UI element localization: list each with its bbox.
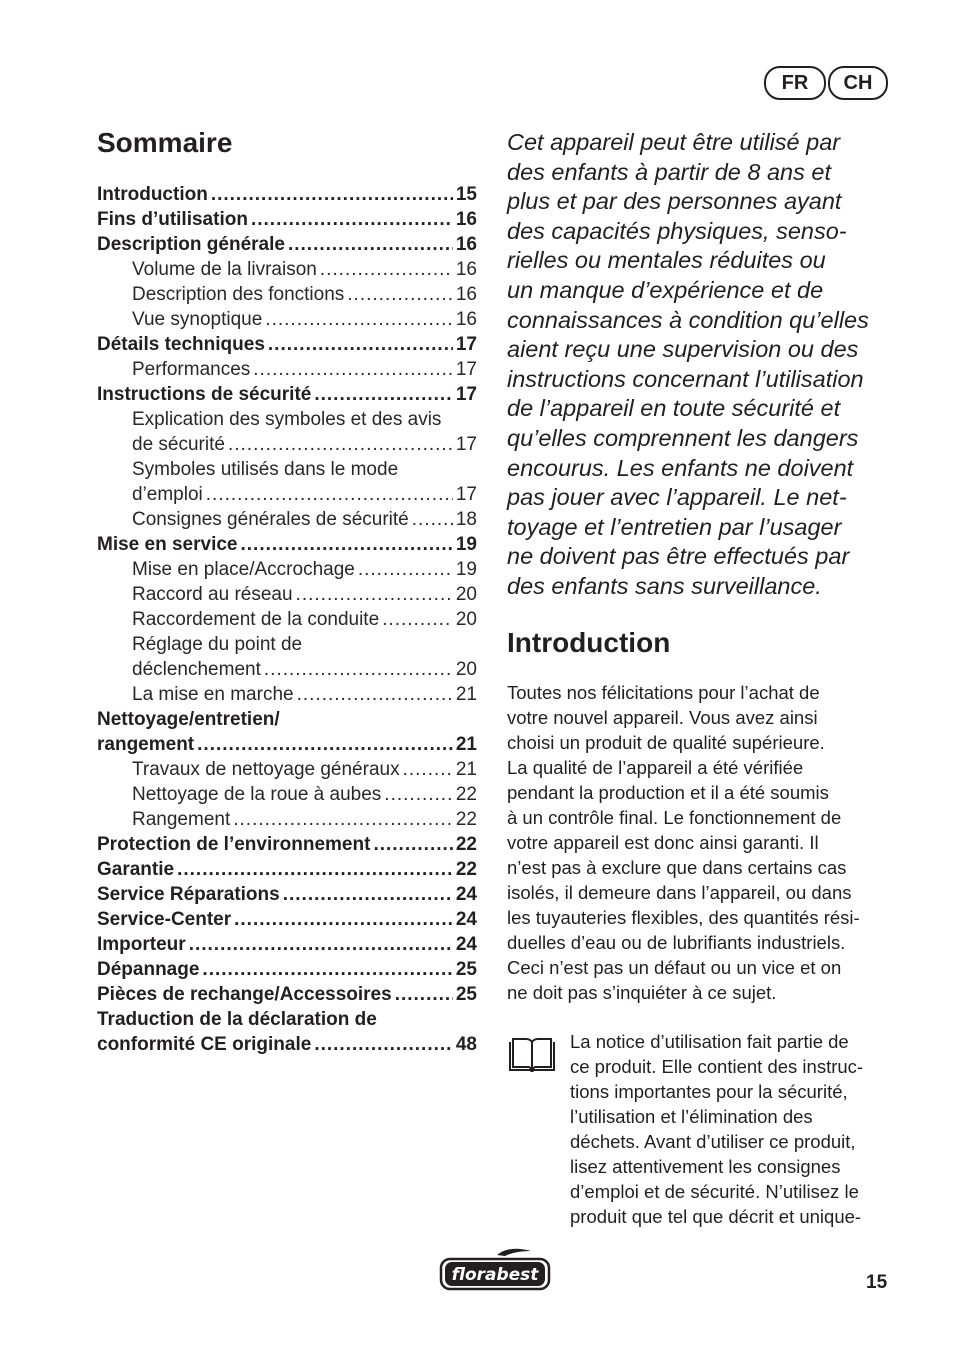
toc-entry-page: 20 — [455, 609, 477, 630]
toc-entry-label: Mise en service — [97, 534, 238, 555]
toc-entry — [97, 182, 477, 207]
toc-title: Sommaire — [97, 127, 233, 158]
toc-entry-page: 22 — [455, 834, 477, 855]
toc-entry — [97, 732, 477, 757]
toc-entry-label: Raccord au réseau — [132, 584, 293, 605]
toc-entry — [97, 907, 477, 932]
toc-entry — [97, 432, 477, 457]
toc-leader-dots — [403, 757, 453, 782]
warning-line: encourus. Les enfants ne doivent — [507, 454, 854, 481]
toc-entry-page: 19 — [455, 559, 477, 580]
intro-line: votre nouvel appareil. Vous avez ainsi — [507, 706, 818, 728]
warning-line: rielles ou mentales réduites ou — [507, 247, 826, 274]
toc-entry-line: Nettoyage/entretien/ — [97, 709, 280, 730]
toc-entry — [97, 757, 477, 782]
toc-entry-label: Vue synoptique — [132, 309, 263, 330]
toc-leader-dots — [189, 932, 453, 957]
warning-line: des enfants à partir de 8 ans et — [507, 158, 831, 185]
toc-entry — [97, 482, 477, 507]
toc-entry-label: rangement — [97, 734, 195, 755]
toc-leader-dots — [314, 382, 453, 407]
table-of-contents — [97, 126, 477, 1057]
toc-list — [97, 182, 477, 1057]
intro-line: n’est pas à exclure que dans certains cas — [507, 856, 847, 878]
toc-entry-label: La mise en marche — [132, 684, 294, 705]
toc-leader-dots — [283, 882, 453, 907]
toc-leader-dots — [265, 307, 453, 332]
toc-entry-page: 25 — [455, 959, 477, 980]
toc-leader-dots — [233, 807, 453, 832]
intro-title: Introduction — [507, 626, 671, 658]
toc-entry-label: Raccordement de la conduite — [132, 609, 380, 630]
toc-entry-label: Description des fonctions — [132, 284, 345, 305]
toc-entry-page: 21 — [455, 734, 477, 755]
toc-entry-label: déclenchement — [132, 659, 261, 680]
intro-line: La qualité de l’appareil a été vérifiée — [507, 756, 804, 778]
toc-leader-dots — [358, 557, 453, 582]
toc-entry-page: 22 — [455, 859, 477, 880]
toc-entry-label: Service-Center — [97, 909, 232, 930]
toc-entry-label: d’emploi — [132, 484, 203, 505]
toc-entry-page: 24 — [455, 884, 477, 905]
toc-entry-page: 20 — [455, 659, 477, 680]
toc-entry-label: Rangement — [132, 809, 231, 830]
toc-entry — [97, 782, 477, 807]
toc-entry-label: Dépannage — [97, 959, 200, 980]
florabest-logo — [439, 1247, 551, 1291]
toc-entry — [97, 932, 477, 957]
toc-leader-dots — [264, 657, 453, 682]
toc-entry — [97, 807, 477, 832]
toc-entry-label: Introduction — [97, 184, 208, 205]
toc-entry — [97, 232, 477, 257]
toc-entry — [97, 282, 477, 307]
toc-entry-page: 15 — [455, 184, 477, 205]
toc-leader-dots — [373, 832, 452, 857]
toc-entry-page: 22 — [455, 809, 477, 830]
toc-entry-page: 16 — [455, 309, 477, 330]
toc-entry-label: Instructions de sécurité — [97, 384, 312, 405]
toc-leader-dots — [347, 282, 453, 307]
toc-leader-dots — [253, 357, 453, 382]
toc-entry-label: Importeur — [97, 934, 186, 955]
toc-entry-line: Symboles utilisés dans le mode — [132, 459, 399, 480]
toc-leader-dots — [228, 432, 453, 457]
warning-line: Cet appareil peut être utilisé par — [507, 129, 841, 155]
toc-leader-dots — [206, 482, 453, 507]
toc-entry — [97, 882, 477, 907]
toc-entry — [97, 957, 477, 982]
right-column — [507, 128, 892, 1229]
toc-leader-dots — [202, 957, 452, 982]
toc-entry-page: 16 — [455, 259, 477, 280]
toc-entry-page: 19 — [455, 534, 477, 555]
safety-warning — [507, 128, 892, 602]
toc-entry — [97, 382, 477, 407]
toc-entry-label: Description générale — [97, 234, 285, 255]
toc-leader-dots — [268, 332, 453, 357]
toc-leader-dots — [240, 532, 452, 557]
toc-entry-label: Performances — [132, 359, 251, 380]
toc-entry — [97, 557, 477, 582]
toc-leader-dots — [296, 582, 453, 607]
lang-badge-ch: CH — [828, 66, 888, 100]
toc-entry-page: 17 — [455, 434, 477, 455]
intro-line: à un contrôle final. Le fonctionnement de — [507, 806, 842, 828]
toc-leader-dots — [384, 782, 453, 807]
toc-entry-page: 16 — [455, 284, 477, 305]
toc-entry-label: Nettoyage de la roue à aubes — [132, 784, 382, 805]
intro-line: ne doit pas s’inquiéter à ce sujet. — [507, 981, 777, 1003]
toc-entry — [97, 657, 477, 682]
toc-entry-line: Réglage du point de — [132, 634, 303, 655]
toc-entry-label: Service Réparations — [97, 884, 280, 905]
warning-line: un manque d’expérience et de — [507, 276, 824, 303]
toc-entry-page: 24 — [455, 909, 477, 930]
toc-entry-label: Travaux de nettoyage généraux — [132, 759, 400, 780]
intro-line: duelles d’eau ou de lubrifiants industriels. — [507, 931, 846, 953]
toc-entry-page: 21 — [455, 759, 477, 780]
note-line: produit que tel que décrit et unique- — [570, 1205, 862, 1227]
toc-entry — [97, 307, 477, 332]
note-line: lisez attentivement les consignes — [570, 1155, 841, 1177]
toc-entry — [97, 207, 477, 232]
logo-text: florabest — [451, 1265, 539, 1285]
toc-entry — [97, 332, 477, 357]
note-line: ce produit. Elle contient des instruc- — [570, 1055, 864, 1077]
toc-entry-page: 48 — [455, 1034, 477, 1055]
warning-line: toyage et l’entretien par l’usager — [507, 513, 842, 540]
toc-entry — [97, 1032, 477, 1057]
intro-line: les tuyauteries flexibles, des quantités rési- — [507, 906, 860, 928]
language-badges — [764, 66, 888, 100]
warning-line: des capacités physiques, senso- — [507, 217, 847, 244]
warning-line: connaissances à condition qu’elles — [507, 306, 869, 333]
toc-entry-page: 16 — [455, 234, 477, 255]
toc-entry-label: Consignes générales de sécurité — [132, 509, 409, 530]
toc-entry-line: Explication des symboles et des avis — [132, 409, 442, 430]
toc-entry — [97, 532, 477, 557]
toc-entry-label: Fins d’utilisation — [97, 209, 248, 230]
toc-entry — [97, 357, 477, 382]
warning-line: ne doivent pas être effectués par — [507, 543, 850, 570]
toc-entry-label: Garantie — [97, 859, 175, 880]
toc-entry — [97, 507, 477, 532]
note-line: l’utilisation et l’élimination des — [570, 1105, 813, 1127]
toc-entry-label: Mise en place/Accrochage — [132, 559, 355, 580]
toc-leader-dots — [211, 182, 453, 207]
toc-leader-dots — [395, 982, 453, 1007]
toc-entry — [97, 257, 477, 282]
warning-line: plus et par des personnes ayant — [507, 188, 842, 215]
intro-line: isolés, il demeure dans l’appareil, ou dans — [507, 881, 852, 903]
toc-entry — [97, 607, 477, 632]
toc-entry-page: 21 — [455, 684, 477, 705]
note-line: La notice d’utilisation fait partie de — [570, 1030, 849, 1052]
toc-leader-dots — [320, 257, 453, 282]
toc-entry-page: 16 — [455, 209, 477, 230]
toc-leader-dots — [177, 857, 453, 882]
toc-entry — [97, 582, 477, 607]
lang-badge-fr: FR — [764, 66, 826, 100]
note-text — [570, 1029, 863, 1229]
intro-line: votre appareil est donc ainsi garanti. Il — [507, 831, 819, 853]
warning-line: aient reçu une supervision ou des — [507, 336, 859, 363]
warning-line: des enfants sans surveillance. — [507, 572, 822, 599]
intro-line: Toutes nos félicitations pour l’achat de — [507, 681, 820, 703]
toc-entry — [97, 682, 477, 707]
intro-paragraph — [507, 680, 892, 1005]
intro-line: pendant la production et il a été soumis — [507, 781, 829, 803]
toc-entry-page: 25 — [455, 984, 477, 1005]
toc-entry-page: 17 — [455, 334, 477, 355]
toc-entry-line: Traduction de la déclaration de — [97, 1009, 377, 1030]
page-number: 15 — [866, 1272, 888, 1293]
note-line: déchets. Avant d’utiliser ce produit, — [570, 1130, 856, 1152]
toc-leader-dots — [382, 607, 453, 632]
toc-entry-page: 17 — [455, 384, 477, 405]
toc-leader-dots — [412, 507, 453, 532]
warning-line: instructions concernant l’utilisation — [507, 365, 864, 392]
toc-leader-dots — [234, 907, 453, 932]
book-icon — [507, 1037, 557, 1073]
toc-entry-page: 22 — [455, 784, 477, 805]
toc-entry — [97, 982, 477, 1007]
toc-entry — [97, 832, 477, 857]
manual-note — [507, 1029, 892, 1229]
toc-leader-dots — [288, 232, 453, 257]
toc-entry-label: Pièces de rechange/Accessoires — [97, 984, 392, 1005]
intro-line: Ceci n’est pas un défaut ou un vice et on — [507, 956, 842, 978]
toc-leader-dots — [314, 1032, 453, 1057]
toc-entry-page: 20 — [455, 584, 477, 605]
toc-entry-label: Détails techniques — [97, 334, 265, 355]
toc-entry-label: Protection de l’environnement — [97, 834, 371, 855]
toc-entry-page: 17 — [455, 359, 477, 380]
toc-entry-page: 18 — [455, 509, 477, 530]
note-line: tions importantes pour la sécurité, — [570, 1080, 848, 1102]
toc-entry-label: conformité CE originale — [97, 1034, 312, 1055]
warning-line: de l’appareil en toute sécurité et — [507, 395, 841, 422]
warning-line: qu’elles comprennent les dangers — [507, 424, 859, 451]
toc-entry — [97, 857, 477, 882]
note-line: d’emploi et de sécurité. N’utilisez le — [570, 1180, 859, 1202]
intro-line: choisi un produit de qualité supérieure. — [507, 731, 825, 753]
toc-entry-label: Volume de la livraison — [132, 259, 317, 280]
warning-line: pas jouer avec l’appareil. Le net- — [507, 484, 847, 511]
toc-entry-page: 24 — [455, 934, 477, 955]
toc-entry-page: 17 — [455, 484, 477, 505]
toc-leader-dots — [297, 682, 453, 707]
toc-leader-dots — [251, 207, 453, 232]
toc-leader-dots — [197, 732, 453, 757]
toc-entry-label: de sécurité — [132, 434, 225, 455]
